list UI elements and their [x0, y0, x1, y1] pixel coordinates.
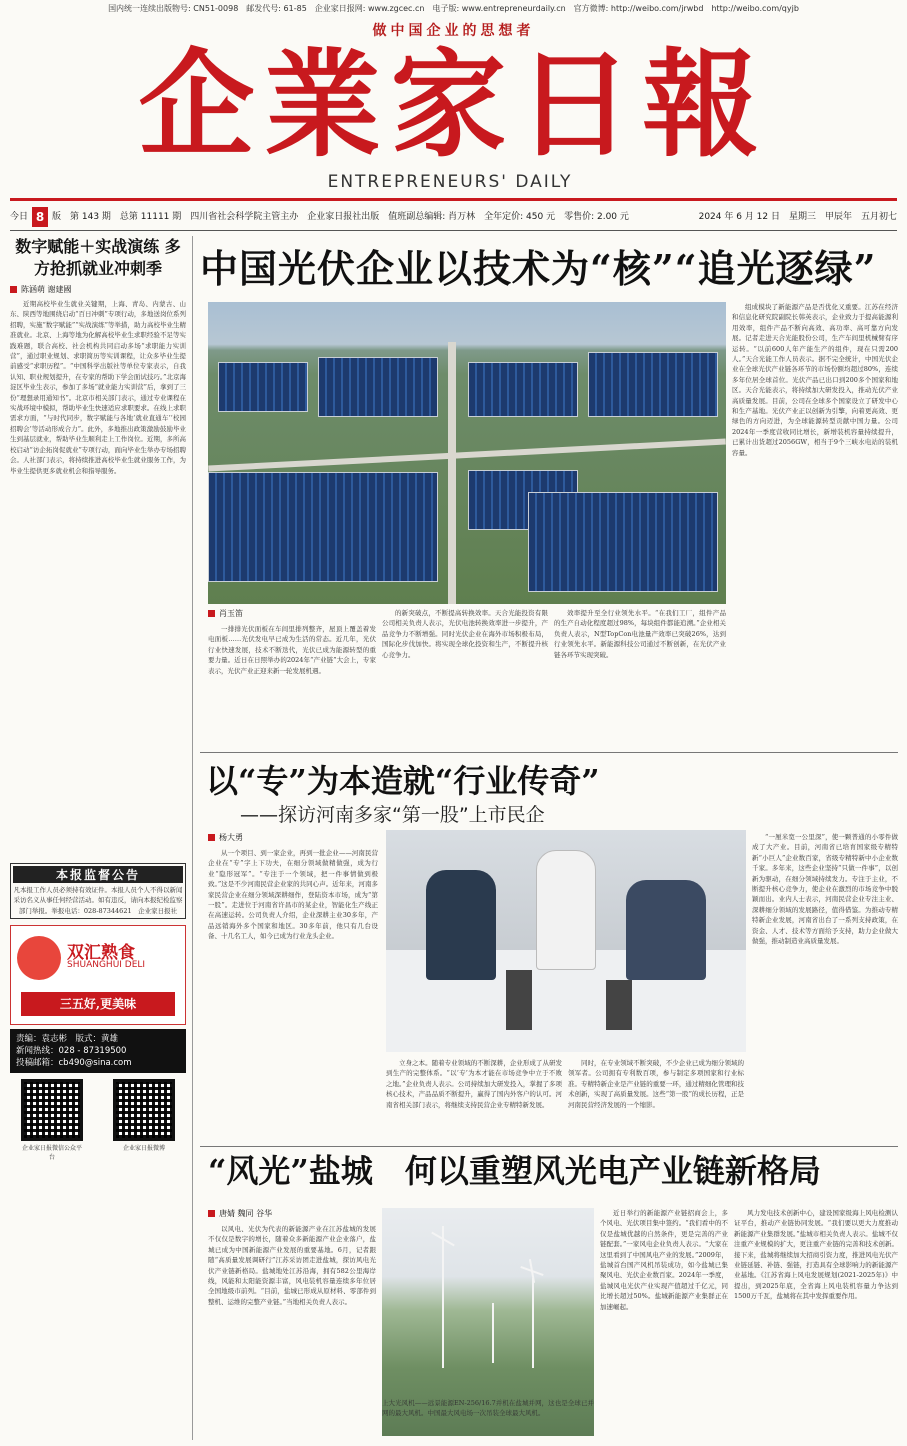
story-divider-2	[200, 1146, 898, 1147]
header-rule	[10, 198, 897, 201]
top-info-line: 国内统一连续出版物号: CN51-0098 邮发代号: 61-85 企业家日报网: www.zgcec.cn 电子版: www.entrepreneurdaily.cn 官方微博: http://weibo.com/jrwbd http://weibo.com/qyjb	[108, 4, 799, 13]
story2-headline: 以“专”为本造就“行业传奇”	[206, 762, 600, 800]
byline-marker-icon	[208, 1210, 215, 1217]
story1-column-c: 效率提升至全行业领先水平。“在我们工厂，组件产品的生产自动化程度超过98%，每块组件都能追溯。”企业相关负责人表示，N型TopCon电池量产效率已突破26%，达到行业领先水平。新能源科技公司通过不断创新，在光伏产业链各环节实现突破。	[554, 609, 726, 659]
story3-byline-text: 唐婧 魏同 谷华	[219, 1209, 273, 1218]
column-divider	[192, 236, 193, 1440]
inspection-photo	[386, 830, 746, 1052]
story2-column-d: “一厘米宽一公里深”，使一颗普通的小零件做成了大产业。目前，河南省已培育国家级专精特新“小巨人”企业数百家，省级专精特新中小企业数千家。多年来，这些企业坚持“只做一件事”，以创新为驱动，在细分领域持续发力。专注于主业，不断提升核心竞争力，使企业在激烈的市场竞争中脱颖而出。业内人士表示，河南民营企业专注主业、深耕细分领域的发展路径，值得借鉴。为推动专精特新企业发展，河南省出台了一系列支持政策，在资金、人才、技术等方面给予支持，助力企业做大做强，推动制造业高质量发展。	[752, 833, 898, 946]
story2-column-a: 从一个项目、到一家企业，再到一批企业——河南民营企业在“专”字上下功夫，在细分领域做精做强，成为行业“隐形冠军”。“专注于一个领域，把一件事情做到极致。”这是不少河南民营企业家的共同心声。近年来，河南多家民营企业在细分领域深耕细作，登陆资本市场，成为“第一股”。走进位于河南省许昌市的某企业，智能化生产线正在高速运转。公司负责人介绍，企业深耕主业30多年，产品远销海外多个国家和地区。30多年前，他只有几台设备、十几名工人，如今已成为行业龙头企业。	[208, 849, 378, 941]
story3-photo-caption: 上大光风机——远景能源EN-256/16.7并机在盐城并网，这也是全球已并网的最大风机。中国最大风电场一次吊装全球最大风机。	[382, 1399, 594, 1418]
ad-brand-en: SHUANGHUI DELI	[67, 960, 146, 971]
left-article-body: 近期高校毕业生就业关键期，上海、青岛、内蒙古、山东、陕西等地围绕启动“百日冲刺”专项行动，多地送岗位系列招聘，实施“数字赋能”“实战演练”等举措，助力高校毕业生精准就业。北京、上海等地为化解高校毕业生求职经验不足等实践难题，联合高校、社会机构共同启动多场“求职能力实训营”，通过职业规划、求职简历等实训课程，让众多毕业生提前感受“求职历程”。“中国科学出版社等单位专家表示，自我认知、职业规划提升，在专家的帮助下学会面试技巧。”北京海淀区毕业生表示，参加了多场“就业能力实训营”后，拿到了三份“理想录用通知书”。北京市相关部门表示，通过专业课程在实战环境中模拟，帮助毕业生快速适应求职要求。在线上求职需求方面，“与时代同步，数字赋能与各地‘就业直通车’‘校园招聘会’等活动形成合力”。此外，多地推出政策激励鼓励毕业生到基层就业，帮助毕业生顺利走上工作岗位。近期，多所高校启动“访企拓岗促就业”专项行动，面向毕业生举办专场招聘会。人社部门表示，将持续推进高校毕业生就业服务工作，为毕业生提供更多就业机会和指导服务。	[10, 300, 186, 475]
solar-factory-photo	[208, 302, 726, 604]
story-divider-1	[200, 752, 898, 753]
info-rule	[10, 230, 897, 231]
left-column	[10, 236, 186, 1440]
qr-caption-weibo: 企业家日报微博	[122, 1145, 165, 1153]
credit-marker-icon	[208, 610, 215, 617]
issue-date: 2024 年 6 月 12 日 星期三 甲辰年 五月初七	[698, 212, 897, 222]
email-line: 投稿邮箱：cb490@sina.com	[16, 1058, 132, 1069]
notice-box	[10, 863, 186, 919]
qr-codes	[10, 1079, 186, 1161]
notice-title: 本报监督公告	[13, 866, 183, 883]
story2-column-b: 立身之本。随着专业领域的不断深耕，企业形成了从研发到生产的完整体系。“以‘专’为本才能在市场竞争中立于不败之地。”企业负责人表示。公司持续加大研发投入，掌握了多项核心技术，产品品质不断提升，赢得了国内外客户的认可。河南省相关部门表示，将继续支持民营企业专精特新发展。	[386, 1059, 562, 1109]
issue-info-bar	[10, 206, 897, 228]
advertisement	[10, 925, 186, 1025]
contacts-box	[10, 1029, 186, 1073]
editor-line: 责编：袁志彬 版式：黄雄	[16, 1034, 119, 1045]
story3-headline: “风光”盐城 何以重塑风光电产业链新格局	[208, 1152, 821, 1190]
story1-headline: 中国光伏企业以技术为“核”“追光逐绿”	[200, 246, 877, 291]
byline-marker-icon	[10, 286, 17, 293]
edition-info: 版 第 143 期 总第 11111 期 四川省社会科学院主管主办 企业家日报社出版 值班副总编辑: 肖万林 全年定价: 450 元 零售价: 2.00 元	[52, 212, 629, 222]
story3-column-a: 以风电、光伏为代表的新能源产业在江苏盐城的发展不仅仅是数字的增长，随着众多新能源产业企业落户，盐城已成为中国新能源产业发展的重要基地。6月，记者跟随“高质量发展调研行”江苏采访团走进盐城，探访风电光伏产业链新格局。盐城地处江苏沿海，拥有582公里海岸线，风能和太阳能资源丰富，风电装机容量连续多年位居全国地级市前列。“目前，盐城已形成从原材料、零部件到整机、运维的完整产业链。”当地相关负责人表示。	[208, 1225, 376, 1306]
story2-byline-text: 杨大勇	[219, 833, 243, 842]
notice-body: 凡本报工作人员必须持有效证件。本报人员个人不得以新闻采访名义从事任何经营活动。如有违反，请向本报纪检监察部门举报。举报电话：028-87344621 企业家日报社	[13, 886, 183, 915]
story1-column-a: 一排排光伏面板在车间里排列整齐，屋顶上覆盖着发电面板……光伏发电早已成为生活的常态。近几年，光伏行业快速发展，技术不断迭代，光伏已成为能源转型的重要力量。近日在日照举办的2024年“产业链”大会上，专家表示，光伏产业正迎来新一轮发展机遇。	[208, 625, 376, 675]
left-byline	[10, 284, 186, 295]
story1-photo-credit-text: 肖玉笛	[219, 609, 243, 618]
story3-column-c: 近日举行的新能源产业链招商会上，多个风电、光伏项目集中签约。“我们看中的不仅是盐城优越的自然条件，更是完善的产业链配套。”一家风电企业负责人表示。“大家在这里看到了中国风电产业的发展。”2009年，盐城首台国产风机吊装成功，如今盐城已集聚风电、光伏企业数百家。2024年一季度，盐城风电光伏产业实现产值超过千亿元，同比增长超过50%。盐城新能源产业集群正在加速崛起。	[600, 1209, 728, 1311]
story1-column-d: 组成模块了新能源产品是否优化又重要。江苏在经济和信息化研究院副院长韩英表示，企业致力于提高能源利用效率，组件产品不断向高效、高功率、高可靠方向发展。记者走进天合光能股份公司，生产车间里机械臂有序运转。“以前600人年产能生产的组件，现在只需200人。”天合光能工作人员表示。据不完全统计，中国光伏企业在全球光伏产业链各环节的市场份额均超过80%，连续多年位居全球首位。光伏产品已出口到200多个国家和地区。天合光能表示，将持续加大研发投入，推动光伏产业高质量发展。目前，公司在全球多个国家设立了研发中心和生产基地。光伏产业正以创新为引擎，向着更高效、更绿色的方向迈进，为全球能源转型贡献中国力量。公司2024年一季度营收同比增长，新增装机容量持续提升，已累计出货超过2056GW，相当于9个三峡水电站的装机容量。	[732, 303, 898, 457]
masthead: 企業家日報	[138, 40, 769, 170]
ad-brand-cn: 双汇熟食	[67, 943, 135, 964]
story3-column-d: 风力发电技术创新中心，建设国家级海上风电检测认证平台，推动产业链协同发展。“我们要以更大力度推动新能源产业集群发展。”盐城市相关负责人表示。盐城不仅注重产业规模的扩大，更注重产业链的完善和技术创新。接下来，盐城将继续加大招商引资力度，推进风电光伏产业链延链、补链、强链，打造具有全球影响力的新能源产业基地。《江苏省海上风电发展规划(2021-2025年)》中提出，到2025年底，全省海上风电装机容量力争达到1500万千瓦，盐城将在其中发挥重要作用。	[734, 1209, 898, 1301]
byline-marker-icon	[208, 834, 215, 841]
left-byline-text: 陈涵萌 谢建國	[21, 285, 72, 294]
wechat-qr-icon	[21, 1079, 83, 1141]
slogan: 做中国企业的思想者	[372, 23, 535, 39]
masthead-english: ENTREPRENEURS' DAILY	[327, 172, 573, 192]
ad-slogan: 三五好,更美味	[21, 992, 175, 1016]
page-count-badge: 8	[32, 207, 48, 227]
weibo-qr-icon	[113, 1079, 175, 1141]
story2-column-c: 同时，在专业领域不断突破，不少企业已成为细分领域的领军者。公司拥有专利数百项，参与制定多项国家和行业标准。专精特新企业是产业链的重要一环，通过精细化管理和技术创新，实现了高质量发展。这些“第一股”的成长历程，正是河南民营经济发展的一个缩影。	[568, 1059, 744, 1109]
hotline-line: 新闻热线：028 - 87319500	[16, 1046, 127, 1057]
today-label: 今日	[10, 212, 29, 222]
story2-byline	[208, 832, 243, 843]
left-headline: 数字赋能＋实战演练 多方抢抓就业冲刺季	[15, 237, 181, 278]
story1-column-b: 的新突破点，不断提高转换效率。天合光能投资有限公司相关负责人表示，光伏电池转换效率进一步提升，产品竞争力不断增强。同时光伏企业在海外市场积极布局，国际化步伐加快。将实现全球化投资和生产，不断提升核心竞争力。	[382, 609, 548, 659]
story1-photo-credit	[208, 608, 243, 619]
story2-subheadline: ——探访河南多家“第一股”上市民企	[240, 804, 545, 826]
pig-logo-icon	[17, 936, 61, 980]
qr-caption-wechat: 企业家日报微信公众平台	[21, 1145, 82, 1162]
story3-byline	[208, 1208, 272, 1219]
